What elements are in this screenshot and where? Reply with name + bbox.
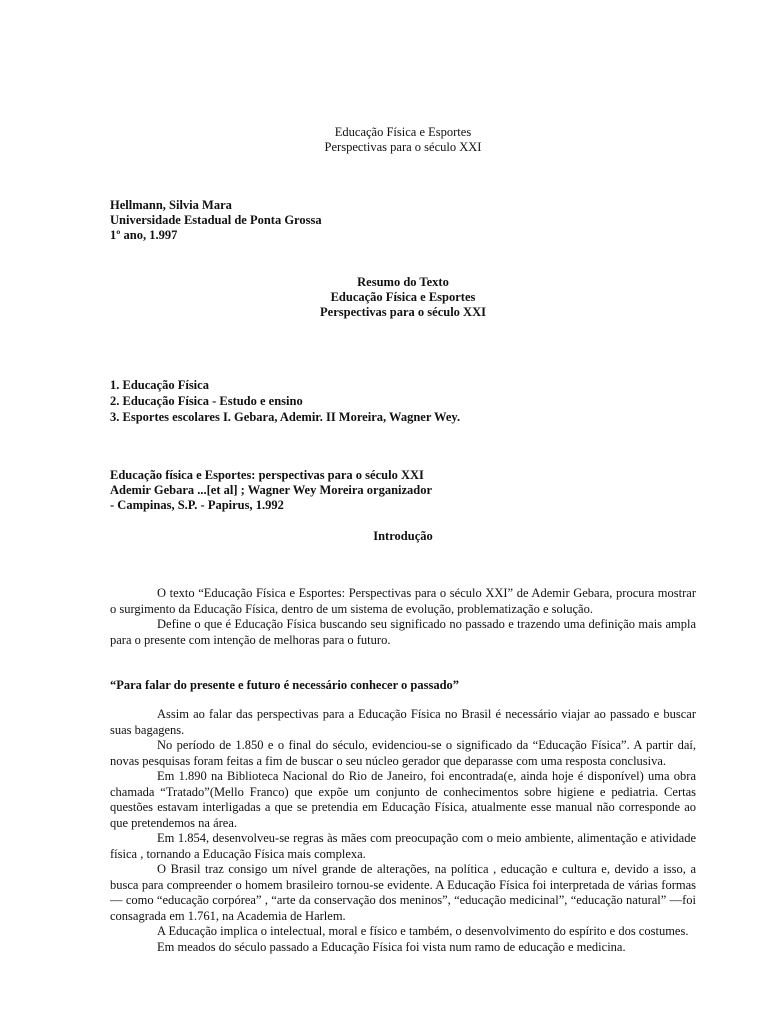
intro-paragraph: O texto “Educação Física e Esportes: Perspectivas para o século XXI” de Ademir Gebara, procura mostrar o surgimento da Educação Física, dentro de um sistema de evolução, problematização e solução. — [110, 586, 696, 616]
body-section — [110, 707, 696, 955]
body-paragraph: A Educação implica o intelectual, moral e físico e também, o desenvolvimento do espírito e dos costumes. — [157, 924, 689, 938]
intro-paragraph: Define o que é Educação Física buscando seu significado no passado e trazendo uma definição mais ampla para o presente com intenção de melhoras para o futuro. — [110, 617, 696, 647]
header-title-line1: Educação Física e Esportes — [334, 125, 472, 139]
author-year: 1º ano, 1.997 — [110, 228, 178, 242]
header-title-line2: Perspectivas para o século XXI — [324, 140, 482, 154]
author-name: Hellmann, Silvia Mara — [110, 198, 232, 212]
body-paragraph: O Brasil traz consigo um nível grande de alterações, na política , educação e cultura e, devido a isso, a busca para compreender o homem brasileiro tornou-se evidente. A Educação Física foi interpretada de várias formas — como “educação corpórea” , “arte da conservação dos meninos”, “educação medicinal”, “educação natural” —foi consagrada em 1.761, na Academia de Harlem. — [110, 862, 696, 923]
topic-item: 1. Educação Física — [110, 378, 209, 392]
body-paragraph: Em 1.890 na Biblioteca Nacional do Rio de Janeiro, foi encontrada(e, ainda hoje é disponível) uma obra chamada “Tratado”(Mello Franco) que expõe um conjunto de conhecimentos sobre higiene e pediatria. Certas questões estavam interligadas a que se pretendia em Educação Física, atualmente esse manual não corresponde ao que pretendemos na área. — [110, 769, 696, 830]
topic-item: 3. Esportes escolares I. Gebara, Ademir. II Moreira, Wagner Wey. — [110, 410, 461, 424]
intro-heading: Introdução — [373, 529, 433, 543]
body-paragraph: Em 1.854, desenvolveu-se regras às mães com preocupação com o meio ambiente, alimentação e atividade física , tornando a Educação Física mais complexa. — [110, 831, 696, 861]
topic-item: 2. Educação Física - Estudo e ensino — [110, 394, 303, 408]
author-university: Universidade Estadual de Ponta Grossa — [110, 213, 322, 227]
intro-section — [110, 586, 696, 648]
reference-line2: Ademir Gebara ...[et al] ; Wagner Wey Moreira organizador — [110, 483, 433, 497]
summary-title-line1: Resumo do Texto — [357, 275, 449, 289]
body-paragraph: Em meados do século passado a Educação Física foi vista num ramo de educação e medicina. — [157, 939, 626, 954]
summary-title-line3: Perspectivas para o século XXI — [320, 305, 486, 319]
body-paragraph: Assim ao falar das perspectivas para a Educação Física no Brasil é necessário viajar ao passado e buscar suas bagagens. — [110, 707, 696, 737]
summary-title-line2: Educação Física e Esportes — [330, 290, 476, 304]
reference-line3: - Campinas, S.P. - Papirus, 1.992 — [110, 498, 284, 512]
quote-heading: “Para falar do presente e futuro é necessário conhecer o passado” — [110, 678, 460, 692]
reference-line1: Educação física e Esportes: perspectivas para o século XXI — [110, 468, 424, 482]
body-paragraph: No período de 1.850 e o final do século, evidenciou-se o significado da “Educação Física”. A partir daí, novas pesquisas foram feitas a fim de buscar o seu núcleo gerador que deparasse com uma resposta conclusiva. — [110, 738, 696, 768]
